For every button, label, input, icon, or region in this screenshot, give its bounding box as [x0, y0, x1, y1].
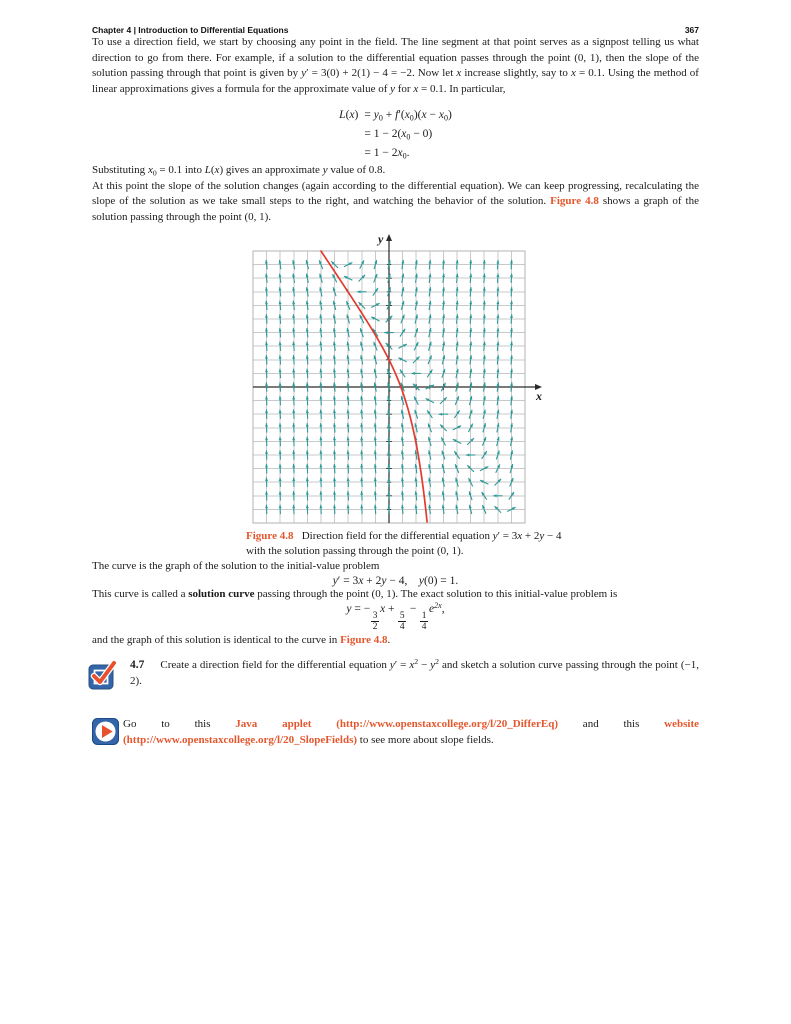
- equation-line: [364, 106, 451, 125]
- text-run: $\frac{1}{4}$: [421, 610, 427, 633]
- text-run: x: [570, 67, 576, 79]
- text-run: 2: [414, 657, 419, 667]
- text-run: y: [346, 603, 352, 616]
- equation-lhs: [339, 106, 364, 125]
- figure-caption: [246, 529, 564, 559]
- text-run: Direction field for the differential equation: [293, 530, 493, 542]
- text-run: $\frac{5}{4}$: [399, 610, 405, 633]
- running-head: Chapter 4 | Introduction to Differential Equations: [92, 25, 289, 35]
- equation-exact-solution: [92, 602, 699, 633]
- text-run: (: [210, 164, 215, 176]
- text-run: $\frac{3}{2}$: [372, 610, 378, 633]
- text-run: = 1 − 2(: [364, 128, 402, 140]
- text-run: increase slightly, say to: [461, 67, 571, 79]
- text-run: ,: [441, 603, 445, 616]
- text-run: passing through the point (0, 1). The exact solution to this initial-value problem is: [254, 587, 618, 600]
- paragraph-1: [92, 35, 699, 97]
- text-run: y: [492, 530, 498, 542]
- text-run: To use a direction field, we start by choosing any point in the field. The line segment at that point serves as a signpost telling us what direction to go from there. For example, if a solution to the differential equation passes through the point (0, 1), then the slope of the solution passing through that point is given by: [92, 36, 699, 79]
- text-run: x: [358, 574, 364, 587]
- page-number: 367: [684, 25, 699, 35]
- equation-ivp: [92, 575, 699, 587]
- text-run: x: [404, 109, 410, 121]
- equation-lhs-empty: [339, 144, 364, 163]
- checkpoint-text: [130, 658, 699, 689]
- text-run: x: [349, 109, 355, 121]
- text-run: 2: [435, 657, 439, 667]
- text-run: x: [214, 164, 220, 176]
- media-text: [123, 717, 699, 748]
- text-run: This curve is called a: [92, 587, 189, 600]
- text-run: 0: [152, 168, 157, 178]
- text-run: 0: [409, 113, 414, 123]
- text-run: ′(: [398, 109, 405, 121]
- text-run: y: [322, 164, 328, 176]
- text-run: to see more about slope fields.: [357, 733, 494, 746]
- media-play-icon: [92, 718, 119, 750]
- text-run: = 0.1 into: [156, 164, 205, 176]
- paragraph-2: [92, 163, 699, 179]
- text-run: = 0.1. In particular,: [418, 82, 506, 95]
- x-axis-label: x: [536, 389, 542, 403]
- text-run: y: [390, 82, 396, 95]
- text-run: ′ = 3(0) + 2(1) − 4 = −2. Now let: [306, 67, 457, 79]
- text-run: x: [456, 67, 462, 79]
- text-run: + 2: [363, 574, 382, 587]
- checkpoint-4-7: [130, 658, 699, 689]
- text-run: y: [381, 574, 387, 587]
- text-run: x: [517, 530, 523, 542]
- text-run: )(: [413, 109, 422, 121]
- text-run: At this point the slope of the solution changes (again according to the differential equation). We can keep progressing, recalculating the slope of the solution as we take small steps to the right, and watching the behavior of the solution.: [92, 179, 699, 207]
- figure-ref[interactable]: Figure 4.8: [340, 633, 388, 646]
- text-run: x: [147, 164, 153, 176]
- text-run: = 1 − 2: [364, 147, 398, 159]
- figure-ref[interactable]: Figure 4.8: [550, 195, 599, 207]
- text-run: y: [539, 530, 545, 542]
- text-run: x: [379, 603, 386, 616]
- text-run: ) gives an approximate: [219, 164, 323, 176]
- text-run: L: [339, 109, 346, 121]
- text-run: Create a direction field for the differential equation: [160, 659, 390, 672]
- text-run: 0: [402, 151, 407, 161]
- text-run: −: [418, 659, 431, 672]
- text-run: = 0.1. Using the method of linear approximations gives a formula for the approximate value of: [92, 67, 699, 95]
- text-run: for: [395, 82, 414, 95]
- text-run: L: [204, 164, 211, 176]
- text-run: value of 0.8.: [327, 164, 386, 176]
- text-run: x: [401, 128, 407, 140]
- text-run: shows a graph of the solution passing through the point (0, 1).: [92, 195, 700, 223]
- text-run: y: [373, 109, 379, 121]
- checkpoint-icon: [88, 660, 120, 695]
- link[interactable]: website (http://www.openstaxcollege.org/l/20_SlopeFields): [123, 718, 699, 746]
- media-callout: [123, 717, 699, 748]
- y-axis-label: y: [378, 232, 384, 246]
- text-run: x: [438, 109, 444, 121]
- text-run: Go to this: [123, 718, 236, 731]
- text-run: y: [430, 659, 436, 672]
- axes: [253, 240, 536, 523]
- equation-line: [364, 125, 451, 144]
- y-axis-arrowhead: [386, 234, 392, 241]
- text-run: − 4 with the solution passing through the point (0, 1).: [246, 530, 565, 557]
- paragraph-3: [92, 179, 699, 226]
- text-run: − 4,: [386, 574, 419, 587]
- text-run: and sketch a solution curve passing through the point (−1, 2).: [130, 659, 699, 687]
- text-run: and the graph of this solution is identical to the curve in: [92, 633, 341, 646]
- text-run: +: [382, 109, 396, 121]
- text-run: e: [429, 603, 435, 616]
- checkpoint-number: 4.7: [130, 659, 145, 672]
- text-run: −: [426, 109, 439, 121]
- text-run: y: [418, 574, 425, 587]
- text-run: −: [407, 603, 420, 616]
- text-run: ′ = 3: [337, 574, 359, 587]
- text-run: y: [389, 659, 395, 672]
- text-run: (: [345, 109, 350, 121]
- text-run: (0) = 1.: [424, 574, 459, 587]
- text-run: solution curve: [188, 587, 255, 600]
- text-run: x: [409, 659, 415, 672]
- text-run: =: [364, 109, 374, 121]
- text-run: = −: [351, 603, 371, 616]
- text-run: +: [385, 603, 398, 616]
- text-run: Substituting: [92, 164, 148, 176]
- direction-field-plot: [247, 229, 559, 527]
- text-run: 0: [378, 113, 383, 123]
- text-run: x: [421, 109, 427, 121]
- text-run: x: [413, 82, 419, 95]
- equation-line: [364, 144, 451, 163]
- equation-linear-approximation: [339, 106, 452, 163]
- direction-field-svg: [247, 229, 559, 527]
- text-run: y: [332, 574, 338, 587]
- text-run: 0: [406, 132, 411, 142]
- figure-4-8: [247, 229, 699, 559]
- paragraph-5: [92, 587, 699, 603]
- text-run: + 2: [522, 530, 540, 542]
- figure-caption-label: Figure 4.8: [246, 530, 294, 542]
- text-run: and this: [558, 718, 665, 731]
- text-run: ): [354, 109, 359, 121]
- text-run: ): [448, 109, 452, 121]
- equation-lhs-empty: [339, 125, 364, 144]
- paragraph-4: [92, 559, 699, 575]
- text-run: x: [397, 147, 403, 159]
- paragraph-6: [92, 633, 699, 649]
- text-run: f: [395, 109, 399, 121]
- link[interactable]: Java applet (http://www.openstaxcollege.org/l/20_DifferEq): [235, 718, 559, 731]
- text-run: .: [387, 633, 391, 646]
- text-run: − 0): [410, 128, 433, 140]
- text-run: .: [406, 147, 410, 159]
- text-run: ′ = 3: [497, 530, 518, 542]
- page-header: [92, 25, 699, 35]
- text-run: 2x: [434, 601, 442, 610]
- text-run: The curve is the graph of the solution to the initial-value problem: [92, 560, 380, 572]
- text-run: ′ =: [394, 659, 410, 672]
- text-run: 0: [443, 113, 448, 123]
- text-run: y: [301, 67, 307, 79]
